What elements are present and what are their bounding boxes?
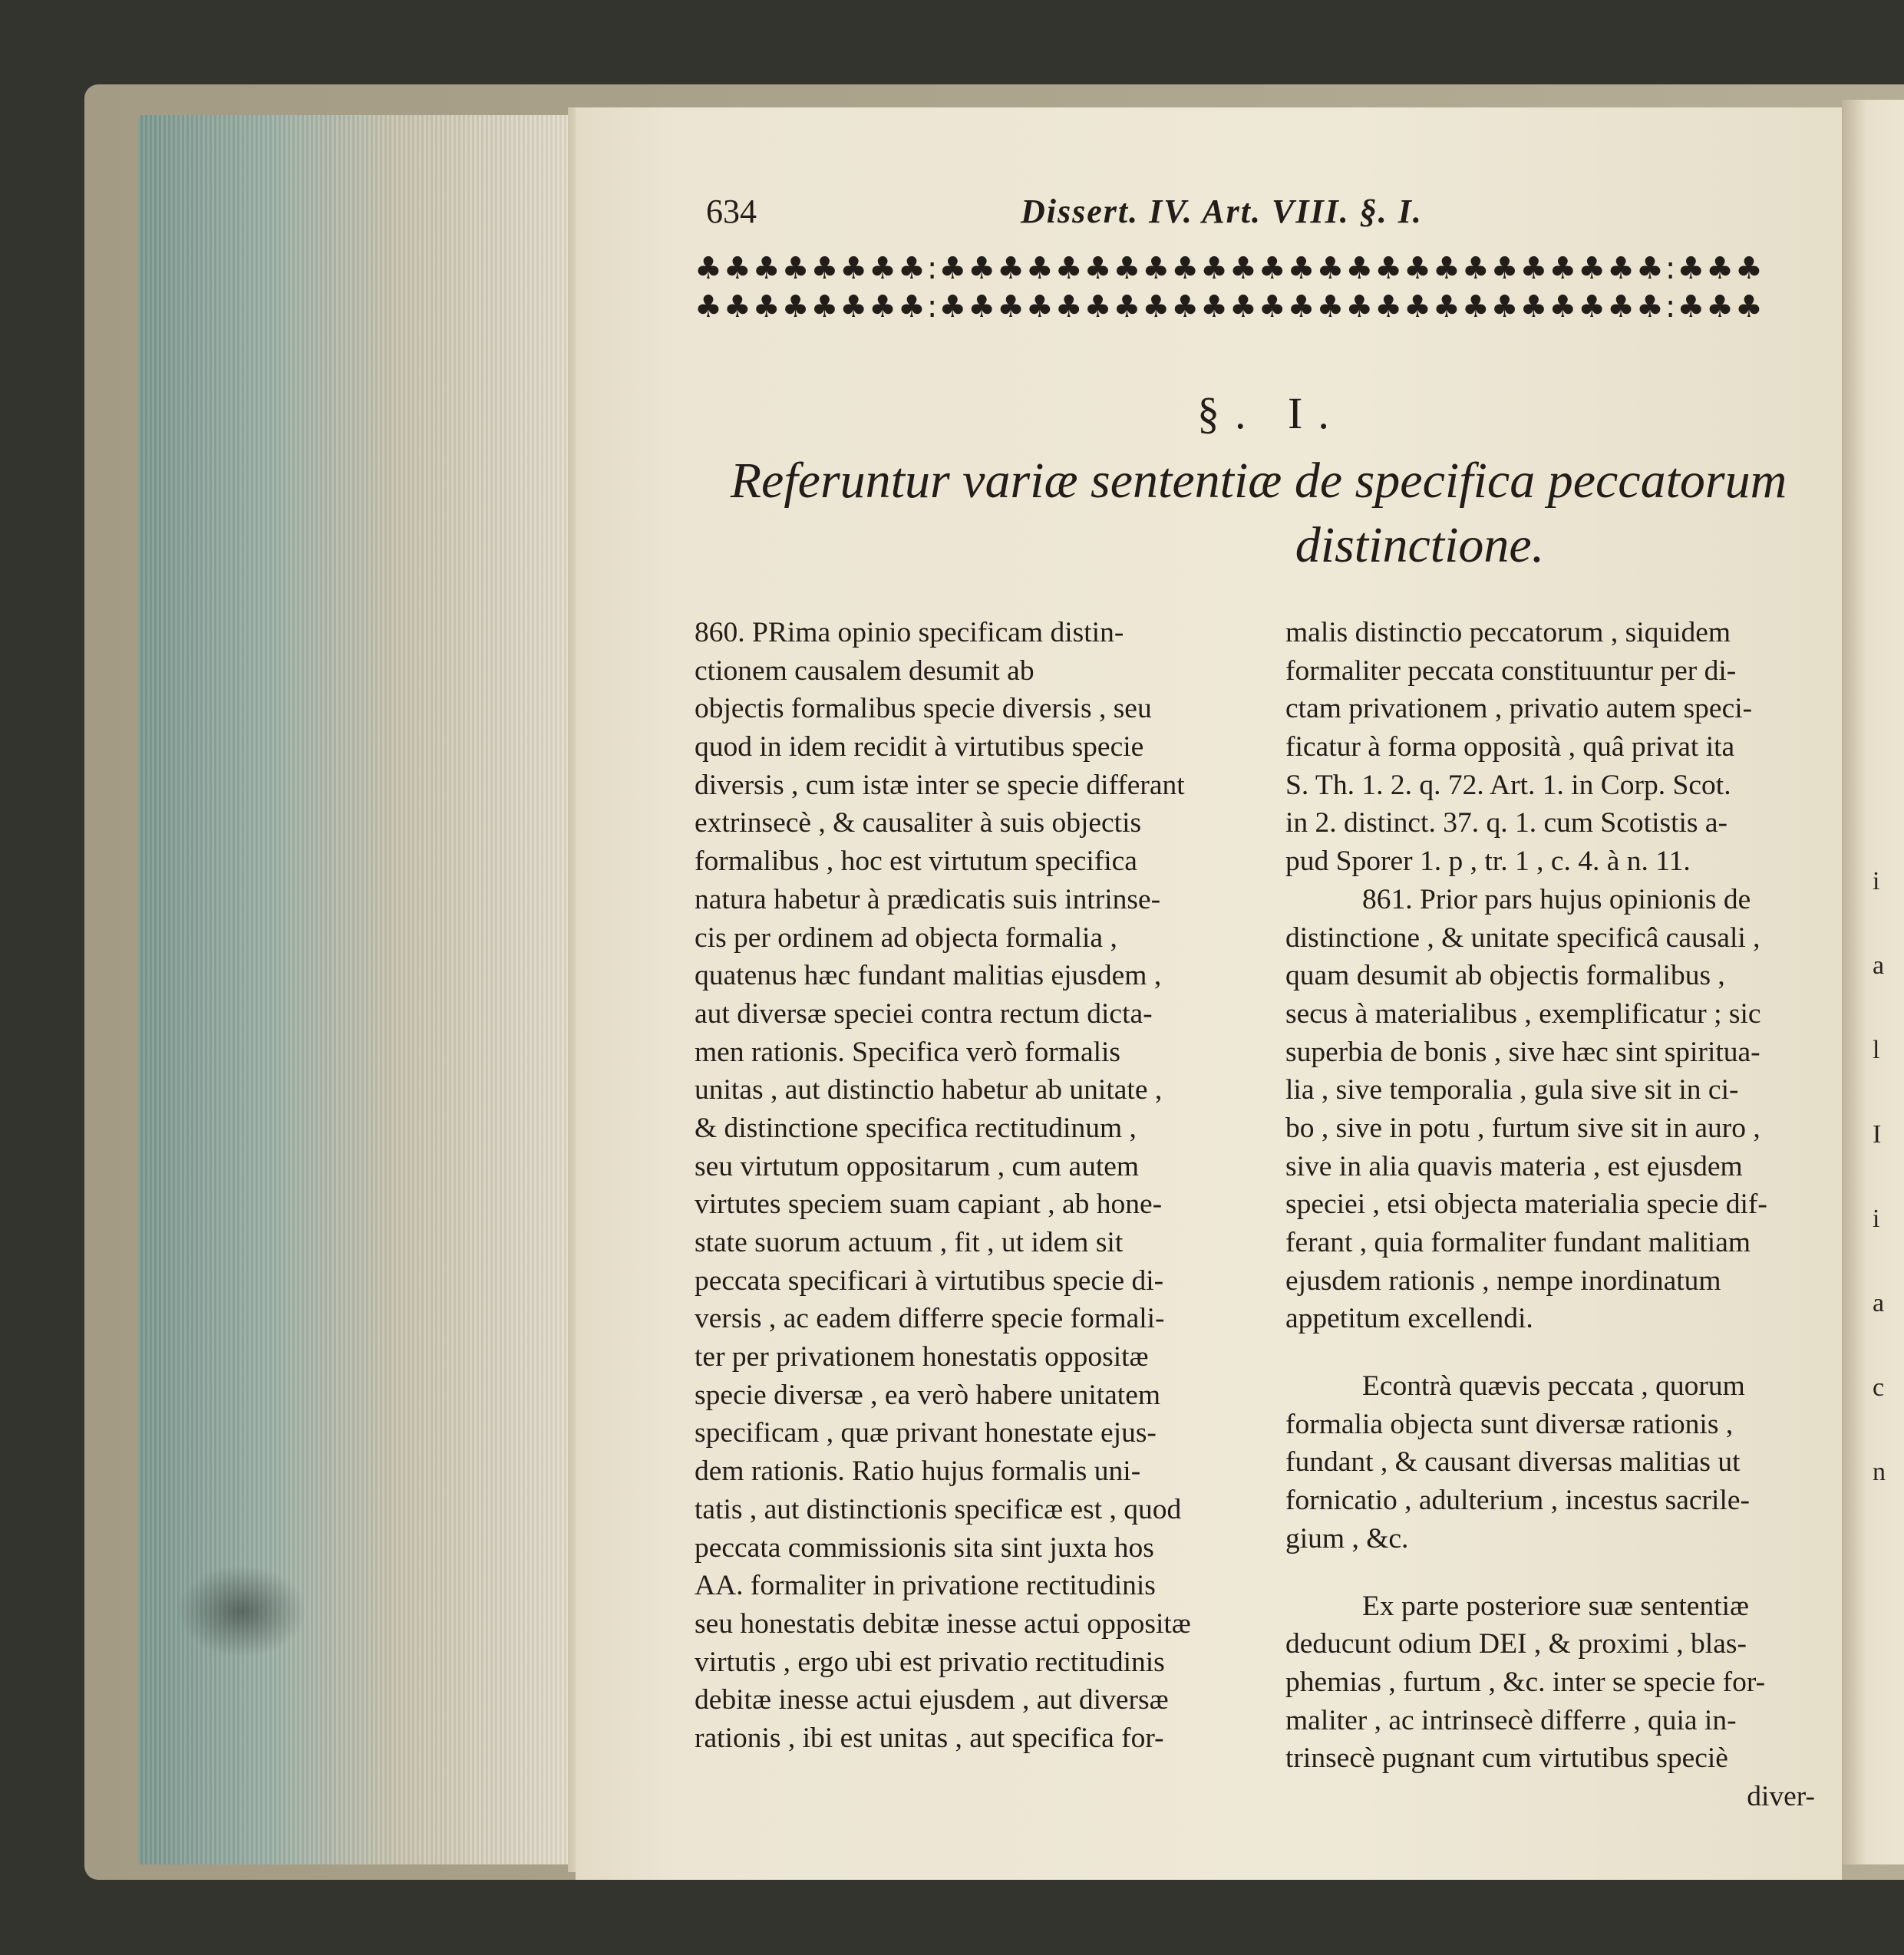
right-paragraph-1 bbox=[1285, 614, 1815, 1338]
left-column-line: diversis , cum istæ inter se specie differant bbox=[695, 769, 1185, 801]
ink-smudge bbox=[177, 1565, 307, 1657]
left-column-line: specie diversæ , ea verò habere unitatem bbox=[695, 1379, 1161, 1411]
left-column-line: virtutis , ergo ubi est privatio rectitudinis bbox=[695, 1646, 1165, 1678]
facing-page-fragment: i bbox=[1873, 867, 1880, 895]
section-title-line-1: Referuntur variæ sententiæ de specifica peccatorum bbox=[730, 453, 1787, 509]
section-title bbox=[721, 449, 1796, 578]
right-p1-line: ctam privationem , privatio autem speci- bbox=[1285, 693, 1753, 725]
left-column-line: AA. formaliter in privatione rectitudinis bbox=[695, 1570, 1156, 1602]
facing-page-fragment: c bbox=[1873, 1373, 1885, 1402]
right-paragraph-3 bbox=[1285, 1587, 1815, 1816]
facing-page-edge bbox=[1842, 100, 1904, 1864]
right-p1-line: in 2. distinct. 37. q. 1. cum Scotistis a- bbox=[1285, 807, 1728, 839]
right-p2-line: fornicatio , adulterium , incestus sacrile- bbox=[1285, 1485, 1750, 1517]
right-column bbox=[1285, 614, 1815, 1816]
right-p1-line: S. Th. 1. 2. q. 72. Art. 1. in Corp. Scot. bbox=[1285, 769, 1731, 801]
right-p1-line: superbia de bonis , sive hæc sint spiritua- bbox=[1285, 1036, 1760, 1068]
facing-page-fragment: n bbox=[1873, 1458, 1886, 1486]
left-column-line: dem rationis. Ratio hujus formalis uni- bbox=[695, 1456, 1141, 1488]
page-number: 634 bbox=[706, 193, 757, 230]
ornament-row-bottom: ♣♣♣♣♣♣♣♣:♣♣♣♣♣♣♣♣♣♣♣♣♣♣♣♣♣♣♣♣♣♣♣♣♣:♣♣♣ bbox=[695, 289, 1764, 325]
ornament-row-top: ♣♣♣♣♣♣♣♣:♣♣♣♣♣♣♣♣♣♣♣♣♣♣♣♣♣♣♣♣♣♣♣♣♣:♣♣♣ bbox=[695, 251, 1764, 286]
right-p1-line: sive in alia quavis materia , est ejusdem bbox=[1285, 1150, 1743, 1182]
right-p2-line: fundant , & causant diversas malitias ut bbox=[1285, 1446, 1741, 1479]
left-column-line: unitas , aut distinctio habetur ab unitate , bbox=[695, 1074, 1163, 1106]
right-p1-line: ficatur à forma opposità , quâ privat ita bbox=[1285, 731, 1735, 763]
right-p1-line: ferant , quia formaliter fundant malitiam bbox=[1285, 1227, 1751, 1258]
left-column-line: cis per ordinem ad objecta formalia , bbox=[695, 921, 1117, 954]
right-p1-line: pud Sporer 1. p , tr. 1 , c. 4. à n. 11. bbox=[1285, 846, 1691, 878]
left-column-line: natura habetur à prædicatis suis intrinse- bbox=[695, 883, 1161, 915]
left-column-line: ter per privationem honestatis oppositæ bbox=[695, 1341, 1149, 1373]
section-mark: §. I. bbox=[1197, 388, 1345, 438]
right-paragraph-2 bbox=[1285, 1367, 1815, 1558]
right-p3-line: phemias , furtum , &c. inter se specie for- bbox=[1285, 1666, 1766, 1698]
right-p2-line: gium , &c. bbox=[1285, 1522, 1409, 1554]
right-p1-line: malis distinctio peccatorum , siquidem bbox=[1285, 617, 1731, 648]
right-p1-line: ejusdem rationis , nempe inordinatum bbox=[1285, 1264, 1721, 1297]
facing-page-fragment: I bbox=[1873, 1120, 1882, 1149]
right-p1-line: formaliter peccata constituuntur per di- bbox=[1285, 654, 1737, 687]
running-header bbox=[706, 192, 1688, 238]
right-p1-line: distinctione , & unitate specificâ causali , bbox=[1285, 921, 1760, 954]
left-column-line: quod in idem recidit à virtutibus specie bbox=[695, 731, 1144, 763]
ornamental-border bbox=[695, 249, 1800, 334]
right-p1-line: 861. Prior pars hujus opinionis de bbox=[1362, 883, 1751, 915]
left-column-line: quatenus hæc fundant malitias ejusdem , bbox=[695, 960, 1162, 992]
running-head: Dissert. IV. Art. VIII. §. I. bbox=[1021, 193, 1423, 230]
left-column-line: specificam , quæ privant honestate ejus- bbox=[695, 1417, 1157, 1449]
left-column-line: ctionem causalem desumit ab bbox=[695, 654, 1034, 687]
left-column-line: peccata specificari à virtutibus specie di- bbox=[695, 1264, 1164, 1297]
right-p3-line: maliter , ac intrinsecè differre , quia in- bbox=[1285, 1704, 1737, 1736]
left-column-line: versis , ac eadem differre specie formali- bbox=[695, 1303, 1165, 1335]
right-p1-line: bo , sive in potu , furtum sive sit in auro , bbox=[1285, 1112, 1760, 1144]
left-column-line: rationis , ibi est unitas , aut specifica for- bbox=[695, 1722, 1164, 1754]
right-p2-line: formalia objecta sunt diversæ rationis , bbox=[1285, 1408, 1734, 1440]
right-p1-line: appetitum excellendi. bbox=[1285, 1303, 1533, 1335]
facing-page-fragment: i bbox=[1873, 1205, 1880, 1233]
left-column-line: extrinsecè , & causaliter à suis objectis bbox=[695, 807, 1142, 839]
facing-page-fragment: l bbox=[1873, 1036, 1880, 1064]
facing-page-fragment: a bbox=[1873, 1289, 1885, 1317]
left-column-line: aut diversæ speciei contra rectum dicta- bbox=[695, 997, 1153, 1030]
right-p1-line: lia , sive temporalia , gula sive sit in ci- bbox=[1285, 1074, 1739, 1106]
left-column-line: tatis , aut distinctionis specificæ est , quod bbox=[695, 1493, 1182, 1525]
left-column-line: men rationis. Specifica verò formalis bbox=[695, 1036, 1121, 1068]
left-column-line: formalibus , hoc est virtutum specifica bbox=[695, 846, 1137, 878]
right-p1-line: quam desumit ab objectis formalibus , bbox=[1285, 960, 1725, 992]
left-column-line: & distinctione specifica rectitudinum , bbox=[695, 1112, 1137, 1144]
left-column-line: objectis formalibus specie diversis , seu bbox=[695, 693, 1152, 725]
left-column-line: seu honestatis debitæ inesse actui oppositæ bbox=[695, 1607, 1191, 1640]
section-title-line-2: distinctione. bbox=[1295, 517, 1545, 573]
right-p1-line: speciei , etsi objecta materialia specie dif- bbox=[1285, 1188, 1767, 1221]
right-p2-line: Econtrà quævis peccata , quorum bbox=[1362, 1370, 1745, 1403]
left-column-line: seu virtutum oppositarum , cum autem bbox=[695, 1150, 1140, 1182]
left-column-line: debitæ inesse actui ejusdem , aut diversæ bbox=[695, 1684, 1169, 1716]
right-p3-line: Ex parte posteriore suæ sententiæ bbox=[1362, 1590, 1750, 1622]
left-column-line: 860. PRima opinio specificam distin- bbox=[695, 617, 1124, 648]
right-p3-line: diver- bbox=[1747, 1780, 1815, 1812]
right-p1-line: secus à materialibus , exemplificatur ; sic bbox=[1285, 997, 1761, 1030]
left-column-line: state suorum actuum , fit , ut idem sit bbox=[695, 1227, 1124, 1258]
left-column-line: virtutes speciem suam capiant , ab hone- bbox=[695, 1188, 1163, 1221]
facing-page-fragment: a bbox=[1873, 951, 1885, 980]
left-column-line: peccata commissionis sita sint juxta hos bbox=[695, 1531, 1154, 1564]
left-column bbox=[695, 614, 1255, 1758]
right-p3-line: deducunt odium DEI , & proximi , blas- bbox=[1285, 1628, 1747, 1660]
right-p3-line: trinsecè pugnant cum virtutibus speciè bbox=[1285, 1742, 1728, 1775]
